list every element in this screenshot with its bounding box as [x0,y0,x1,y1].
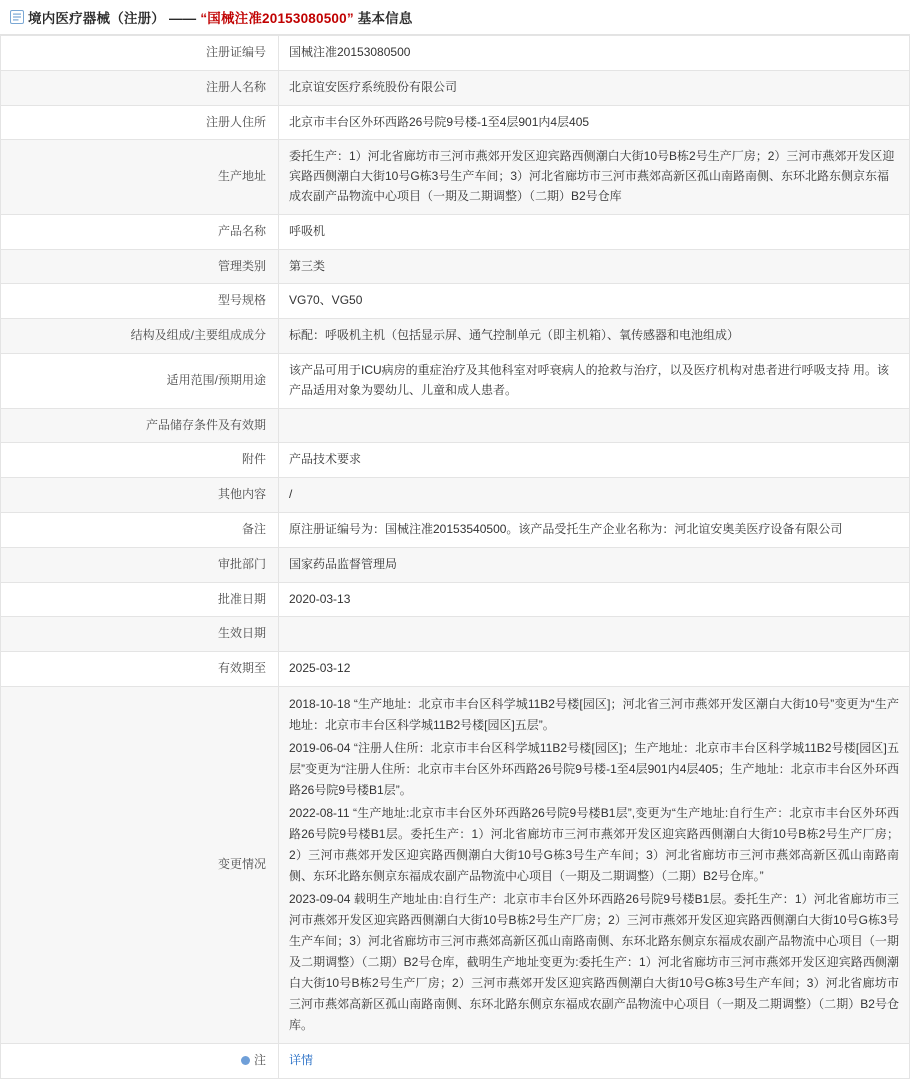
row-value-storage-conditions [279,408,910,443]
table-row [1,408,910,443]
row-label-registrant-address: 注册人住所 [1,105,279,140]
note-label-text: 注 [253,1052,266,1067]
row-value-approval-date: 2020-03-13 [279,582,910,617]
row-label-effective-date: 生效日期 [1,617,279,652]
table-row [1,284,910,319]
row-label-other-content: 其他内容 [1,478,279,513]
row-label-storage-conditions: 产品储存条件及有效期 [1,408,279,443]
row-label-model-spec: 型号规格 [1,284,279,319]
row-value-other-content: / [279,478,910,513]
row-value-structure-composition: 标配：呼吸机主机（包括显示屏、通气控制单元（即主机箱）、氧传感器和电池组成） [279,319,910,354]
table-row [1,319,910,354]
row-value-registration-no: 国械注准20153080500 [279,36,910,71]
table-row [1,443,910,478]
row-label-product-name: 产品名称 [1,214,279,249]
registration-info-table [0,35,910,1079]
table-row [1,652,910,687]
change-history-entry: 2018-10-18 “生产地址：北京市丰台区科学城11B2号楼[园区]；河北省三河市燕郊开发区潮白大街10号”变更为“生产地址：北京市丰台区科学城11B2号楼[园区]五层”。 [289,696,899,732]
row-value-remark: 原注册证编号为：国械注准20153540500。该产品受托生产企业名称为：河北谊安奥美医疗设备有限公司 [279,512,910,547]
page-header [0,0,910,35]
row-value-management-category: 第三类 [279,249,910,284]
row-label-registration-no: 注册证编号 [1,36,279,71]
row-value-note [279,1043,910,1078]
change-history-entry: 2019-06-04 “注册人住所：北京市丰台区科学城11B2号楼[园区]；生产地址：北京市丰台区科学城11B2号楼[园区]五层”变更为“注册人住所：北京市丰台区外环西路26号院9号楼-1至4层901内4层405；生产地址：北京市丰台区外环西路26号院9号楼B1层”。 [289,740,899,797]
page-title-suffix: 基本信息 [357,11,413,26]
table-row [1,547,910,582]
page-title-reg-no: “国械注准20153080500” [200,11,354,26]
row-label-registrant-name: 注册人名称 [1,70,279,105]
page-title-prefix: 境内医疗器械（注册） [28,11,165,26]
table-row-change-history [1,686,910,1043]
row-value-intended-use: 该产品可用于ICU病房的重症治疗及其他科室对呼衰病人的抢救与治疗，以及医疗机构对患者进行呼吸支持 用。该产品适用对象为婴幼儿、儿童和成人患者。 [279,353,910,408]
row-value-registrant-name: 北京谊安医疗系统股份有限公司 [279,70,910,105]
row-value-approval-department: 国家药品监督管理局 [279,547,910,582]
page-title [28,7,413,27]
row-label-change-history: 变更情况 [1,686,279,1043]
row-value-product-name: 呼吸机 [279,214,910,249]
row-label-approval-date: 批准日期 [1,582,279,617]
document-list-icon [10,10,24,24]
table-row [1,353,910,408]
row-label-note [1,1043,279,1078]
row-label-remark: 备注 [1,512,279,547]
table-row [1,478,910,513]
row-value-registrant-address: 北京市丰台区外环西路26号院9号楼-1至4层901内4层405 [279,105,910,140]
row-value-effective-date [279,617,910,652]
row-value-production-address: 委托生产：1）河北省廊坊市三河市燕郊开发区迎宾路西侧潮白大街10号B栋2号生产厂房；2）三河市燕郊开发区迎宾路西侧潮白大街10号G栋3号生产车间；3）河北省廊坊市三河市燕郊高新区孤山南路南侧、东环北路东侧京东福成农副产品物流中心项目（一期及二期调整）（二期）B2号仓库 [279,140,910,214]
row-value-change-history [279,686,910,1043]
row-value-model-spec: VG70、VG50 [279,284,910,319]
table-row [1,70,910,105]
row-label-attachment: 附件 [1,443,279,478]
row-label-intended-use: 适用范围/预期用途 [1,353,279,408]
row-label-production-address: 生产地址 [1,140,279,214]
row-label-structure-composition: 结构及组成/主要组成成分 [1,319,279,354]
row-value-attachment: 产品技术要求 [279,443,910,478]
table-row [1,36,910,71]
row-value-valid-until: 2025-03-12 [279,652,910,687]
table-row [1,617,910,652]
table-row [1,214,910,249]
table-row [1,249,910,284]
change-history-entry: 2023-09-04 载明生产地址由:自行生产：北京市丰台区外环西路26号院9号楼B1层。委托生产：1）河北省廊坊市三河市燕郊开发区迎宾路西侧潮白大街10号B栋2号生产厂房；2）三河市燕郊开发区迎宾路西侧潮白大街10号G栋3号生产车间；3）河北省廊坊市三河市燕郊高新区孤山南路南侧、东环北路东侧京东福成农副产品物流中心项目（一期及二期调整）（二期）B2号仓库，截明生产地址变更为:委托生产：1）河北省廊坊市三河市燕郊开发区迎宾路西侧潮白大街10号B栋2号生产厂房；2）三河市燕郊开发区迎宾路西侧潮白大街10号G栋3号生产车间；3）河北省廊坊市三河市燕郊高新区孤山南路南侧、东环北路东侧京东福成农副产品物流中心项目（一期及二期调整）（二期）B2号仓库。 [289,891,899,1032]
table-row [1,105,910,140]
change-history-entry: 2022-08-11 “生产地址:北京市丰台区外环西路26号院9号楼B1层”,变更为“生产地址:自行生产：北京市丰台区外环西路26号院9号楼B1层。委托生产：1）河北省廊坊市三河市燕郊开发区迎宾路西侧潮白大街10号B栋2号生产厂房；2）三河市燕郊开发区迎宾路西侧潮白大街10号G栋3号生产车间；3）河北省廊坊市三河市燕郊高新区孤山南路南侧、东环北路东侧京东福成农副产品物流中心项目（一期及二期调整）（二期）B2号仓库。” [289,805,899,883]
table-row [1,512,910,547]
table-row [1,140,910,214]
note-bullet-icon [241,1056,250,1065]
page-title-dash: —— [168,11,197,26]
table-row [1,582,910,617]
table-row-note [1,1043,910,1078]
row-label-approval-department: 审批部门 [1,547,279,582]
change-history-list [289,694,899,1036]
row-label-management-category: 管理类别 [1,249,279,284]
detail-link[interactable]: 详情 [289,1052,314,1067]
row-label-valid-until: 有效期至 [1,652,279,687]
